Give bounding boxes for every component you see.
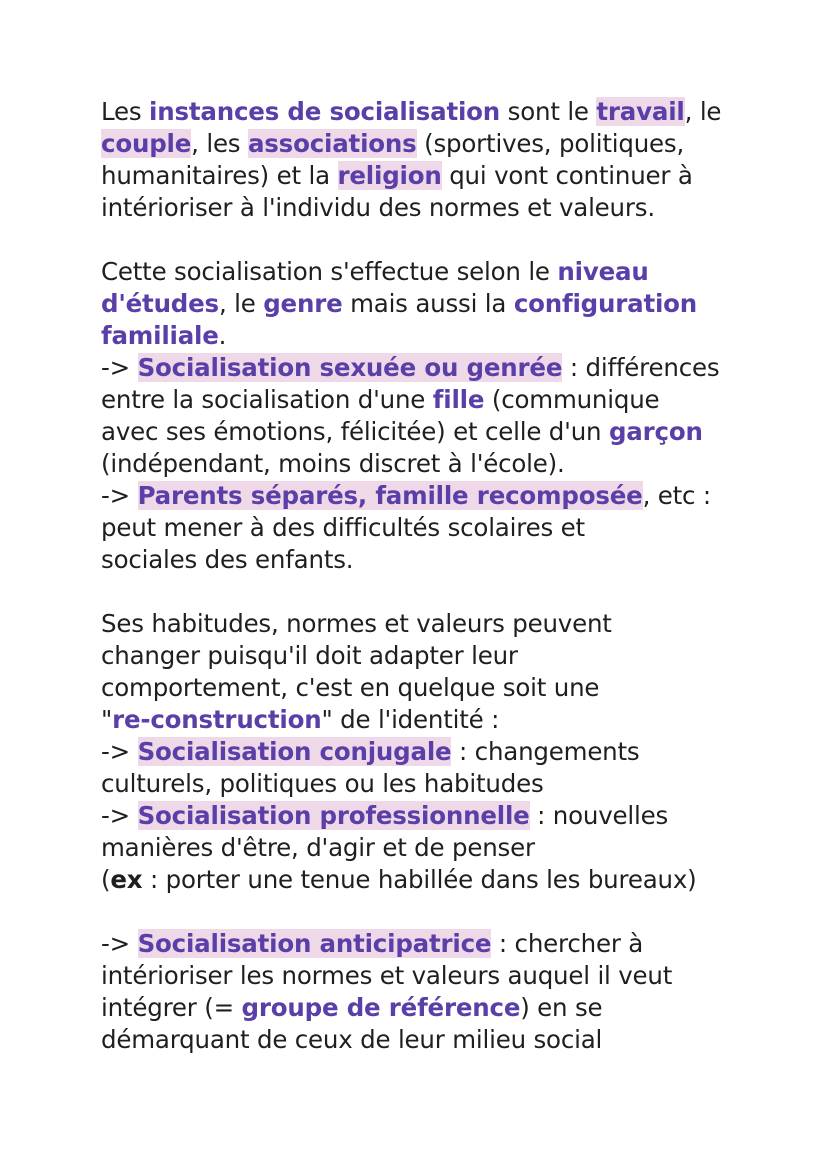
line xyxy=(101,384,761,416)
line xyxy=(101,736,761,768)
line xyxy=(101,512,761,544)
text: manières d'être, d'agir et de penser xyxy=(101,833,535,862)
keyword-religion: religion xyxy=(337,161,442,190)
arrow-marker: -> xyxy=(101,481,138,510)
text: : différences xyxy=(562,353,720,382)
keyword-parents-separes: Parents séparés, famille recomposée xyxy=(137,481,643,510)
text: Ses habitudes, normes et valeurs peuvent xyxy=(101,609,612,638)
text: culturels, politiques ou les habitudes xyxy=(101,769,544,798)
text: : changements xyxy=(451,737,640,766)
line xyxy=(101,608,761,640)
line xyxy=(101,320,761,352)
paragraph-anticipatrice xyxy=(101,928,761,1056)
text: (indépendant, moins discret à l'école). xyxy=(101,449,565,478)
text: " de l'identité : xyxy=(321,705,500,734)
text: intérioriser à l'individu des normes et valeurs. xyxy=(101,193,655,222)
paragraph-gap xyxy=(101,896,761,928)
line xyxy=(101,672,761,704)
line xyxy=(101,416,761,448)
text: , le xyxy=(218,289,264,318)
text: avec ses émotions, félicitée) et celle d'un xyxy=(101,417,609,446)
keyword-travail: travail xyxy=(596,97,685,126)
line xyxy=(101,800,761,832)
keyword-genre: genre xyxy=(263,289,343,318)
keyword-fille: fille xyxy=(432,385,485,414)
keyword-garcon: garçon xyxy=(608,417,703,446)
keyword-couple: couple xyxy=(101,129,192,158)
line xyxy=(101,96,761,128)
keyword-instances-de-socialisation: instances de socialisation xyxy=(149,97,501,126)
document-page xyxy=(101,96,761,1056)
text: (sportives, politiques, xyxy=(416,129,685,158)
text: comportement, c'est en quelque soit une xyxy=(101,673,600,702)
line xyxy=(101,832,761,864)
keyword-socialisation-conjugale: Socialisation conjugale xyxy=(137,737,452,766)
line xyxy=(101,288,761,320)
paragraph-reconstruction xyxy=(101,608,761,896)
line xyxy=(101,128,761,160)
keyword-etudes: d'études xyxy=(101,289,219,318)
arrow-marker: -> xyxy=(101,801,138,830)
keyword-socialisation-professionnelle: Socialisation professionnelle xyxy=(137,801,530,830)
text: qui vont continuer à xyxy=(441,161,693,190)
paragraph-socialisation-factors xyxy=(101,256,761,576)
line xyxy=(101,704,761,736)
paragraph-instances xyxy=(101,96,761,224)
text: démarquant de ceux de leur milieu social xyxy=(101,1025,603,1054)
line xyxy=(101,160,761,192)
line xyxy=(101,480,761,512)
text: : porter une tenue habillée dans les bureaux) xyxy=(142,865,697,894)
keyword-ex: ex xyxy=(110,865,143,894)
line xyxy=(101,256,761,288)
paragraph-gap xyxy=(101,576,761,608)
text: : chercher à xyxy=(491,929,644,958)
line xyxy=(101,768,761,800)
keyword-groupe-de-reference: groupe de référence xyxy=(241,993,521,1022)
line xyxy=(101,192,761,224)
keyword-configuration: configuration xyxy=(513,289,698,318)
paragraph-gap xyxy=(101,224,761,256)
keyword-niveau: niveau xyxy=(557,257,649,286)
text: ( xyxy=(101,865,111,894)
text: . xyxy=(218,321,227,350)
text: (communique xyxy=(484,385,660,414)
text: intérioriser les normes et valeurs auquel il veut xyxy=(101,961,673,990)
text: Les xyxy=(101,97,150,126)
text: sociales des enfants. xyxy=(101,545,354,574)
keyword-socialisation-sexuee: Socialisation sexuée ou genrée xyxy=(137,353,563,382)
line xyxy=(101,1024,761,1056)
keyword-associations: associations xyxy=(247,129,417,158)
text: ) en se xyxy=(520,993,603,1022)
line xyxy=(101,992,761,1024)
arrow-marker: -> xyxy=(101,353,138,382)
arrow-marker: -> xyxy=(101,737,138,766)
text: intégrer (= xyxy=(101,993,242,1022)
text: sont le xyxy=(500,97,597,126)
arrow-marker: -> xyxy=(101,929,138,958)
text: , etc : xyxy=(642,481,711,510)
text: changer puisqu'il doit adapter leur xyxy=(101,641,518,670)
text: , le xyxy=(684,97,722,126)
text: mais aussi la xyxy=(342,289,514,318)
text: humanitaires) et la xyxy=(101,161,338,190)
keyword-socialisation-anticipatrice: Socialisation anticipatrice xyxy=(137,929,492,958)
line xyxy=(101,928,761,960)
text: " xyxy=(101,705,113,734)
keyword-familiale: familiale xyxy=(101,321,219,350)
line xyxy=(101,544,761,576)
line xyxy=(101,352,761,384)
text: , les xyxy=(191,129,248,158)
text: peut mener à des difficultés scolaires et xyxy=(101,513,585,542)
line xyxy=(101,640,761,672)
text: : nouvelles xyxy=(529,801,669,830)
line xyxy=(101,448,761,480)
line xyxy=(101,960,761,992)
line xyxy=(101,864,761,896)
text: entre la socialisation d'une xyxy=(101,385,433,414)
keyword-re-construction: re-construction xyxy=(112,705,322,734)
text: Cette socialisation s'effectue selon le xyxy=(101,257,558,286)
